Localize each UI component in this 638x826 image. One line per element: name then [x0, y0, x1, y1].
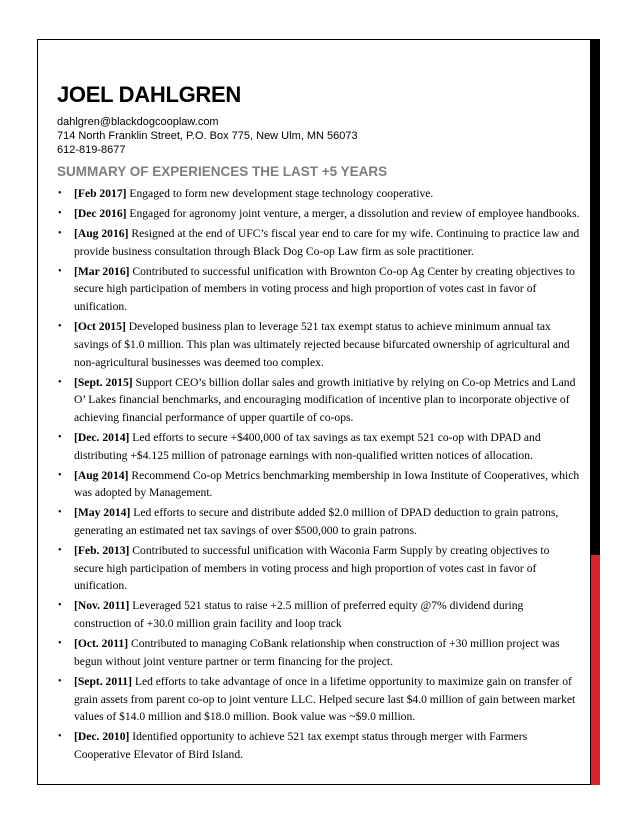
experience-text: Identified opportunity to achieve 521 tax exempt status through merger with Farmers Cooperative Elevator of Bird Island. [74, 730, 528, 761]
experience-date: [Dec. 2014] [74, 430, 130, 444]
experience-text: Support CEO’s billion dollar sales and growth initiative by relying on Co-op Metrics and Land O’ Lakes financial benchmarks, and encouraging modification of incentive plan to incorporate objective of achieving financial performance of upper quartile of co-ops. [74, 375, 576, 424]
experience-date: [May 2014] [74, 506, 131, 520]
experience-date: [Feb. 2013] [74, 544, 130, 558]
experience-text: Led efforts to secure +$400,000 of tax savings as tax exempt 521 co-op with DPAD and distributing +$4.125 million of patronage earnings with non-qualified written notices of allocation. [74, 430, 541, 462]
experience-text: Developed business plan to leverage 521 tax exempt status to achieve minimum annual tax savings of $1.0 million. This plan was ultimately rejected because bifurcated ownership of agricultural and non-agricultural businesses was deemed too complex. [74, 320, 570, 369]
experience-item [57, 728, 580, 763]
bullet-icon: • [58, 208, 62, 219]
experience-date: [Aug 2014] [74, 468, 129, 482]
experience-text: Engaged to form new development stage technology cooperative. [126, 187, 434, 200]
side-accent-bar-red [591, 555, 600, 785]
contact-email: dahlgren@blackdogcooplaw.com [57, 116, 219, 128]
bullet-icon: • [58, 600, 62, 612]
experience-item [57, 673, 580, 726]
experience-text: Contributed to successful unification with Waconia Farm Supply by creating objectives to secure high participation of members in voting process and high proportion of votes cast in favor of unification. [74, 544, 550, 593]
bullet-icon: • [58, 265, 62, 277]
experience-text: Led efforts to take advantage of once in a lifetime opportunity to maximize gain on transfer of grain assets from parent co-op to joint venture LLC. Helped secure last $4.0 million of gain between market values of $14.0 million and $18.0 million. Book value was ~$9.0 million. [74, 674, 576, 724]
experience-date: [Sept. 2011] [74, 674, 132, 688]
bullet-icon: • [58, 188, 62, 199]
experience-item [57, 429, 580, 464]
resume-name: JOEL DAHLGREN [57, 82, 241, 107]
experience-date: [Feb 2017] [74, 187, 127, 200]
experience-text: Contributed to successful unification with Brownton Co-op Ag Center by creating objectives to secure high participation of members in voting process and high proportion of votes cast in favor of unification. [74, 264, 575, 314]
experience-date: [Nov. 2011] [74, 599, 130, 613]
section-title: SUMMARY OF EXPERIENCES THE LAST +5 YEARS [57, 164, 388, 179]
bullet-icon: • [58, 638, 62, 650]
experience-text: Engaged for agronomy joint venture, a merger, a dissolution and review of employee handbooks. [126, 207, 580, 220]
experience-date: [Mar 2016] [74, 264, 130, 278]
bullet-icon: • [58, 431, 62, 443]
experience-text: Recommend Co-op Metrics benchmarking membership in Iowa Institute of Cooperatives, which was adopted by Management. [74, 468, 580, 500]
experience-item [57, 225, 580, 260]
contact-block [57, 115, 580, 157]
experience-item [57, 205, 580, 223]
bullet-icon: • [58, 545, 62, 557]
experience-item [57, 542, 580, 595]
experience-item [57, 263, 580, 316]
experience-item [57, 318, 580, 371]
experience-date: [Oct. 2011] [74, 637, 129, 651]
experience-text: Led efforts to secure and distribute added $2.0 million of DPAD deduction to grain patrons, generating an estimated net tax savings of over $500,000 to grain patrons. [74, 506, 559, 538]
bullet-icon: • [58, 675, 62, 687]
bullet-icon: • [58, 376, 62, 388]
bullet-icon: • [58, 469, 62, 481]
experience-text: Leveraged 521 status to raise +2.5 million of preferred equity @7% dividend during construction of +30.0 million grain facility and loop track [74, 599, 524, 631]
contact-phone: 612-819-8677 [57, 144, 126, 156]
experience-item [57, 185, 580, 203]
bullet-icon: • [58, 228, 62, 239]
side-accent-bar-black [591, 39, 600, 555]
experience-item [57, 504, 580, 539]
experience-list [57, 185, 580, 764]
experience-date: [Sept. 2015] [74, 375, 133, 389]
experience-item [57, 374, 580, 427]
resume-content [57, 82, 580, 766]
experience-date: [Dec 2016] [74, 207, 127, 220]
bullet-icon: • [58, 507, 62, 519]
bullet-icon: • [58, 731, 62, 743]
experience-item [57, 467, 580, 502]
experience-text: Contributed to managing CoBank relationship when construction of +30 million project was begun without joint venture partner or term financing for the project. [74, 637, 560, 668]
experience-date: [Dec. 2010] [74, 730, 130, 744]
experience-item [57, 597, 580, 632]
experience-text: Resigned at the end of UFC’s fiscal year end to care for my wife. Continuing to practice law and provide business consultation through Black Dog Co-op Law firm as sole practitioner. [74, 227, 580, 258]
bullet-icon: • [58, 321, 62, 333]
contact-address: 714 North Franklin Street, P.O. Box 775, New Ulm, MN 56073 [57, 130, 358, 142]
experience-date: [Aug 2016] [74, 227, 129, 240]
experience-item [57, 635, 580, 670]
experience-date: [Oct 2015] [74, 320, 126, 334]
